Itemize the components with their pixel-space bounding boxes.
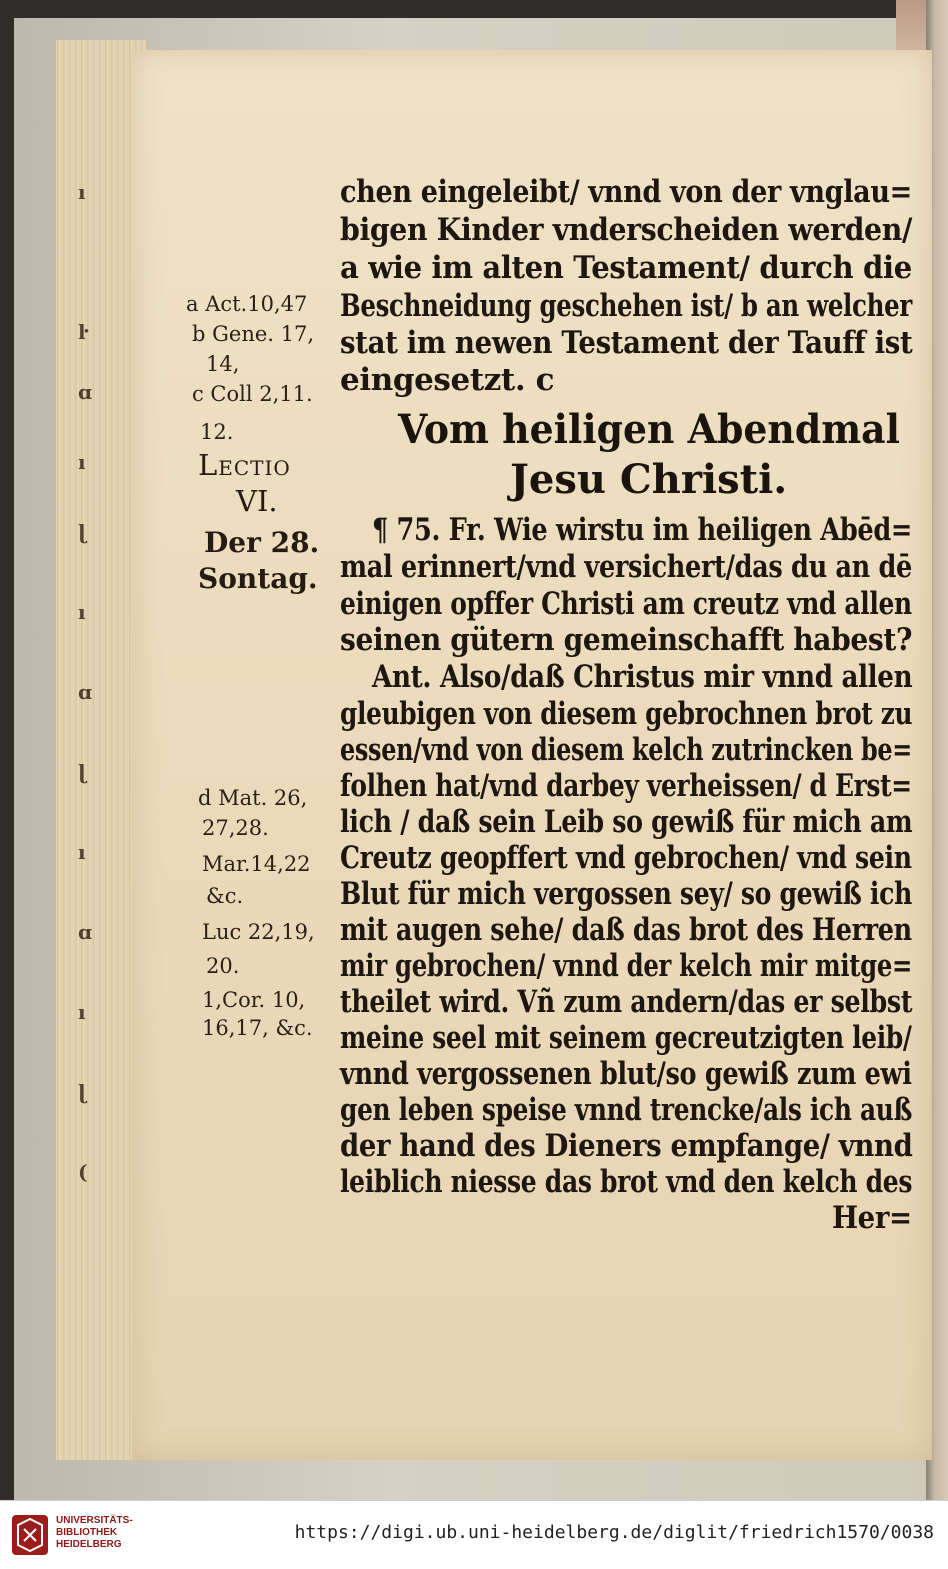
answer-line: Ant. Also/daß Christus mir vnnd allen bbox=[372, 659, 913, 695]
answer-line: essen/vnd von diesem kelch zutrincken be= bbox=[340, 732, 912, 768]
bleed-mark: ɑ bbox=[78, 680, 92, 704]
margin-note: 20. bbox=[206, 954, 240, 978]
sunday-number: Der 28. bbox=[204, 526, 320, 559]
margin-note: 27,28. bbox=[202, 816, 269, 840]
answer-line: mit augen sehe/ daß das brot des Herren bbox=[340, 912, 912, 948]
library-line: HEIDELBERG bbox=[56, 1539, 122, 1550]
text-line: chen eingeleibt/ vnnd von der vnglau= bbox=[340, 174, 912, 210]
bleed-mark: ɭ bbox=[78, 1080, 86, 1104]
margin-note: 16,17, &c. bbox=[202, 1016, 313, 1040]
answer-line: theilet wird. Vñ zum andern/das er selbst bbox=[340, 984, 913, 1020]
answer-line: gen leben speise vnnd trencke/als ich auß bbox=[340, 1092, 913, 1128]
catchword: Her= bbox=[832, 1200, 912, 1236]
margin-note: Mar.14,22 bbox=[202, 852, 311, 876]
margin-note: a Act.10,47 bbox=[186, 292, 308, 316]
bleed-mark: ı bbox=[78, 450, 86, 474]
margin-note: Luc 22,19, bbox=[202, 920, 315, 944]
bleed-mark: ı bbox=[78, 1000, 86, 1024]
question-line: mal erinnert/vnd versichert/das du an dē bbox=[340, 549, 912, 585]
answer-line: lich / daß sein Leib so gewiß für mich am bbox=[340, 804, 913, 840]
lectio-number: VI. bbox=[236, 484, 278, 518]
permalink-url[interactable]: https://digi.ub.uni-heidelberg.de/diglit/friedrich1570/0038 bbox=[294, 1522, 934, 1543]
answer-line: folhen hat/vnd darbey verheissen/ d Erst= bbox=[340, 768, 912, 804]
margin-note: b Gene. 17, bbox=[192, 322, 315, 346]
text-line: stat im newen Testament der Tauff ist bbox=[340, 325, 913, 361]
bleed-mark: ı bbox=[78, 600, 86, 624]
bleed-mark: ı bbox=[78, 180, 86, 204]
answer-line: mir gebrochen/ vnnd der kelch mir mitge= bbox=[340, 948, 913, 984]
answer-line: Creutz geopffert vnd gebrochen/ vnd sein bbox=[340, 840, 912, 876]
section-heading: Vom heiligen Abendmal bbox=[398, 406, 901, 453]
bleed-mark: ɭ bbox=[78, 760, 86, 784]
margin-note: c Coll 2,11. bbox=[192, 382, 313, 406]
bleed-mark: ɑ bbox=[78, 920, 92, 944]
question-line: ¶ 75. Fr. Wie wirstu im heiligen Abēd= bbox=[372, 512, 913, 548]
university-seal-icon bbox=[10, 1511, 50, 1559]
text-line: eingesetzt. c bbox=[340, 362, 555, 398]
answer-line: leiblich niesse das brot vnd den kelch des bbox=[340, 1164, 913, 1200]
sunday-label: Sontag. bbox=[198, 562, 318, 595]
answer-line: Blut für mich vergossen sey/ so gewiß ich bbox=[340, 876, 912, 912]
bleed-mark: ( bbox=[78, 1160, 88, 1184]
bleed-mark: ı bbox=[78, 840, 86, 864]
question-line: einigen opffer Christi am creutz vnd allen bbox=[340, 586, 912, 622]
bleed-mark: ɭ bbox=[78, 520, 86, 544]
margin-note: d Mat. 26, bbox=[198, 786, 308, 810]
text-line: a wie im alten Testament/ durch die bbox=[340, 250, 912, 286]
text-line: Beschneidung geschehen ist/ b an welcher bbox=[340, 288, 912, 324]
margin-note: 1,Cor. 10, bbox=[202, 988, 306, 1012]
library-line: BIBLIOTHEK bbox=[56, 1527, 118, 1538]
margin-note: 14, bbox=[206, 352, 240, 376]
bleed-mark: ɑ bbox=[78, 380, 92, 404]
answer-line: der hand des Dieners empfange/ vnnd bbox=[340, 1128, 913, 1164]
lectio-label: Lectio bbox=[198, 448, 291, 482]
library-name bbox=[56, 1515, 133, 1551]
answer-line: meine seel mit seinem gecreutzigten leib/ bbox=[340, 1020, 912, 1056]
answer-line: gleubigen von diesem gebrochnen brot zu bbox=[340, 696, 913, 732]
question-line: seinen gütern gemeinschafft habest? bbox=[340, 622, 913, 658]
margin-note: &c. bbox=[206, 884, 244, 908]
margin-note: 12. bbox=[200, 420, 234, 444]
section-heading-2: Jesu Christi. bbox=[510, 456, 788, 503]
text-line: bigen Kinder vnderscheiden werden/ bbox=[340, 212, 912, 248]
library-line: UNIVERSITÄTS- bbox=[56, 1515, 133, 1526]
answer-line: vnnd vergossenen blut/so gewiß zum ewi bbox=[340, 1056, 912, 1092]
viewer-footer bbox=[0, 1500, 948, 1569]
bleed-mark: ŀ bbox=[78, 320, 86, 344]
